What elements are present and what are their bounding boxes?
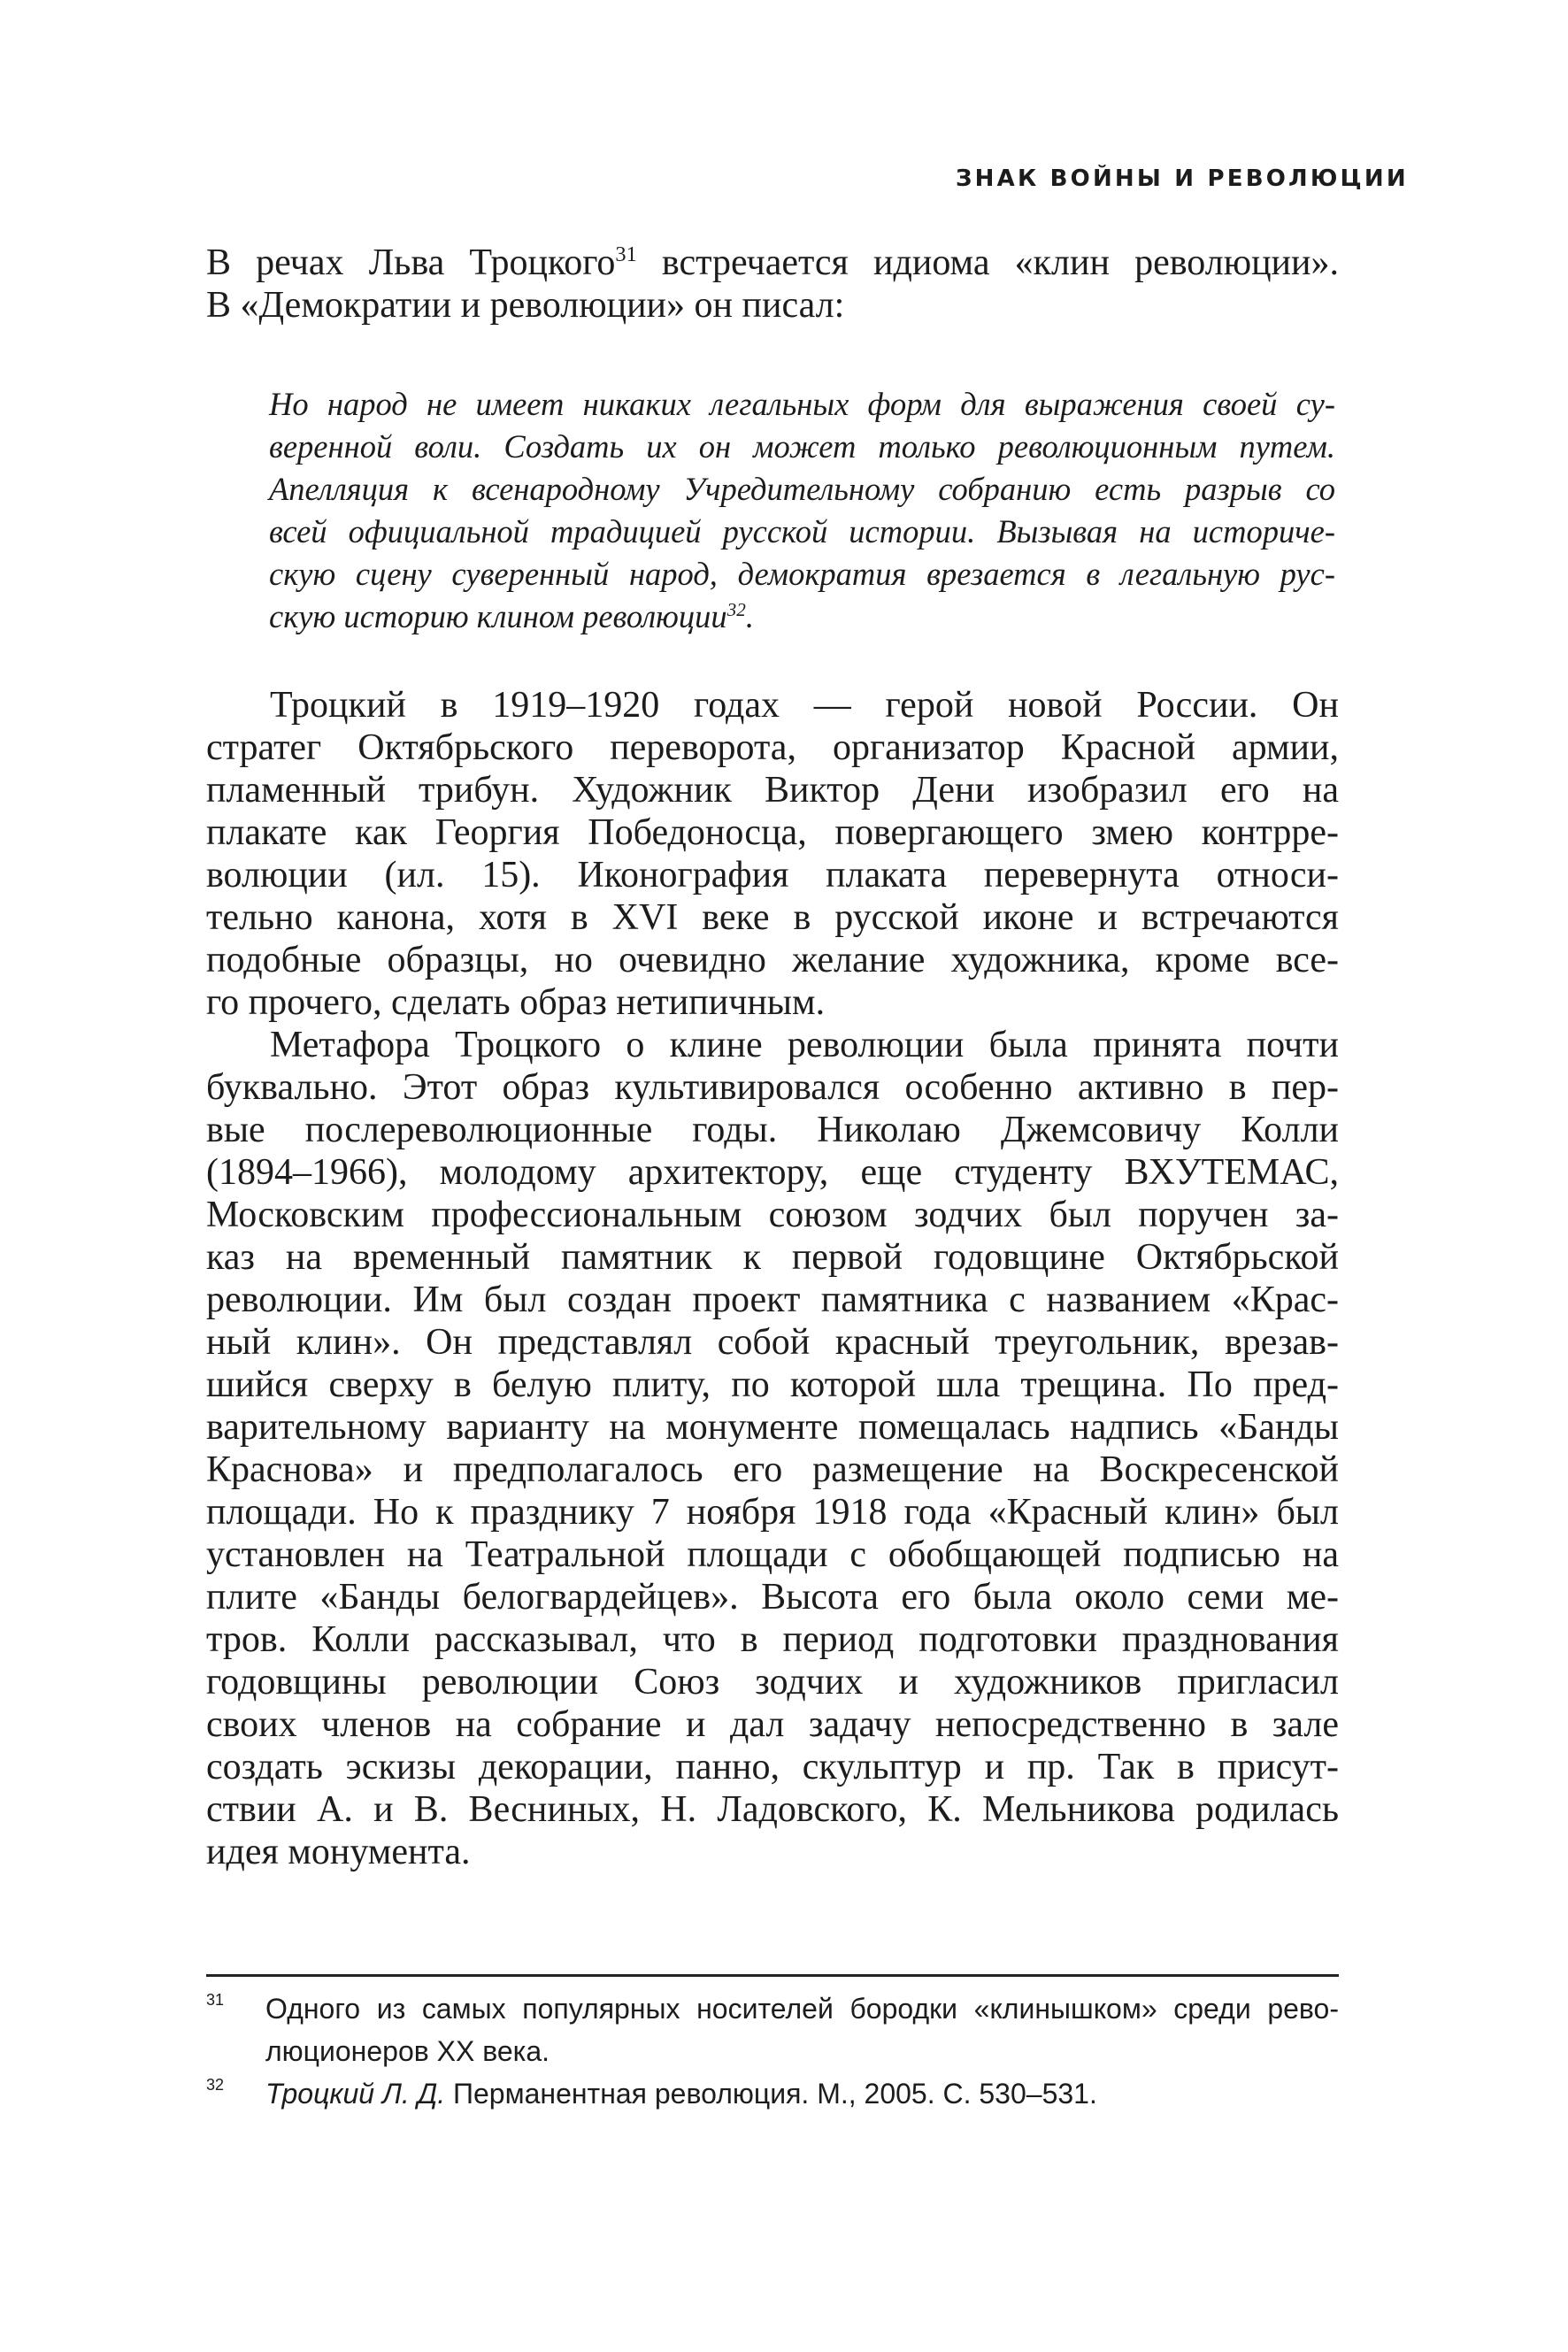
footnote-line: Троцкий Л. Д. Перманентная революция. М., 2005. С. 530–531. bbox=[265, 2078, 1097, 2110]
text-line: шийся сверху в белую плиту, по которой шла трещина. По пред- bbox=[206, 1364, 1339, 1405]
footnote-line: люционеров XX века. bbox=[265, 2035, 550, 2067]
text-line: пламенный трибун. Художник Виктор Дени изобразил его на bbox=[206, 770, 1339, 811]
text-line: плите «Банды белогвардейцев». Высота его была около семи ме- bbox=[206, 1577, 1339, 1618]
text-line: вые послереволюционные годы. Николаю Джемсовичу Колли bbox=[206, 1110, 1339, 1150]
quote-line: Апелляция к всенародному Учредительному собранию есть разрыв со bbox=[269, 471, 1335, 507]
text-line: каз на временный памятник к первой годовщине Октябрьской bbox=[206, 1237, 1339, 1278]
text-line: установлен на Театральной площади с обобщающей подписью на bbox=[206, 1534, 1339, 1575]
text-line: го прочего, сделать образ нетипичным. bbox=[206, 982, 826, 1023]
text-line: Троцкий в 1919–1920 годах — герой новой России. Он bbox=[270, 685, 1339, 726]
text-line: Московским профессиональным союзом зодчих был поручен за- bbox=[206, 1195, 1339, 1235]
text-line: тров. Колли рассказывал, что в период подготовки празднования bbox=[206, 1619, 1339, 1660]
block-quote bbox=[269, 385, 1335, 640]
text-line: площади. Но к празднику 7 ноября 1918 года «Красный клин» был bbox=[206, 1492, 1339, 1533]
text-line: волюции (ил. 15). Иконография плаката перевернута относи- bbox=[206, 855, 1339, 895]
quote-line: скую историю клином революции$^{32}$. bbox=[269, 598, 754, 634]
text-line: создать эскизы декорации, панно, скульптур и пр. Так в присут- bbox=[206, 1747, 1339, 1787]
footnote-text bbox=[265, 1987, 1339, 2072]
footnote-line: Одного из самых популярных носителей бородки «клинышком» среди рево- bbox=[265, 1993, 1339, 2025]
text-line: тельно канона, хотя в XVI веке в русской иконе и встречаются bbox=[206, 897, 1339, 938]
text-line: В «Демократии и революции» он писал: bbox=[206, 285, 845, 326]
text-line: ствии А. и В. Весниных, Н. Ладовского, К. Мельникова родилась bbox=[206, 1789, 1339, 1830]
footnote-ref-31[interactable]: 31 bbox=[615, 242, 637, 266]
text-line: (1894–1966), молодому архитектору, еще студенту ВХУТЕМАС, bbox=[206, 1152, 1339, 1193]
footnote-text bbox=[265, 2072, 1339, 2115]
intro-paragraph bbox=[206, 242, 1339, 327]
footnote-author: Троцкий Л. Д. bbox=[265, 2078, 446, 2110]
running-header: ЗНАК ВОЙНЫ И РЕВОЛЮЦИИ bbox=[956, 165, 1409, 192]
text-line: идея монумента. bbox=[206, 1832, 471, 1872]
text-line: революции. Им был создан проект памятника с названием «Крас- bbox=[206, 1280, 1339, 1320]
text-line: буквально. Этот образ культивировался особенно активно в пер- bbox=[206, 1067, 1339, 1108]
quote-line: скую сцену суверенный народ, демократия врезается в легальную рус- bbox=[269, 556, 1335, 592]
text-line: стратег Октябрьского переворота, организатор Красной армии, bbox=[206, 727, 1339, 768]
text-line: годовщины революции Союз зодчих и художников пригласил bbox=[206, 1662, 1339, 1703]
footnote-number: 32 bbox=[206, 2076, 225, 2094]
footnote-number: 31 bbox=[206, 1991, 225, 2009]
text-line: Метафора Троцкого о клине революции была принята почти bbox=[270, 1025, 1339, 1065]
text-line: варительному варианту на монументе помещалась надпись «Банды bbox=[206, 1407, 1339, 1448]
text-line: Краснова» и предполагалось его размещение на Воскресенской bbox=[206, 1449, 1339, 1490]
text-line: В речах Льва Троцкого$^{31}$ встречается идиома «клин революции». bbox=[206, 242, 1340, 283]
text-line: подобные образцы, но очевидно желание художника, кроме все- bbox=[206, 940, 1339, 980]
footnote-ref-32[interactable]: 32 bbox=[726, 598, 746, 620]
footnote-divider bbox=[206, 1974, 1339, 1977]
quote-line: Но народ не имеет никаких легальных форм для выражения своей су- bbox=[269, 386, 1335, 422]
main-text bbox=[206, 684, 1339, 1873]
text-line: ный клин». Он представлял собой красный треугольник, врезав- bbox=[206, 1322, 1339, 1363]
quote-line: веренной воли. Создать их он может только революционным путем. bbox=[269, 428, 1335, 465]
text-line: плакате как Георгия Победоносца, повергающего змею контрре- bbox=[206, 812, 1339, 853]
quote-line: всей официальной традицией русской истории. Вызывая на историче- bbox=[269, 513, 1335, 550]
text-line: своих членов на собрание и дал задачу непосредственно в зале bbox=[206, 1704, 1339, 1745]
